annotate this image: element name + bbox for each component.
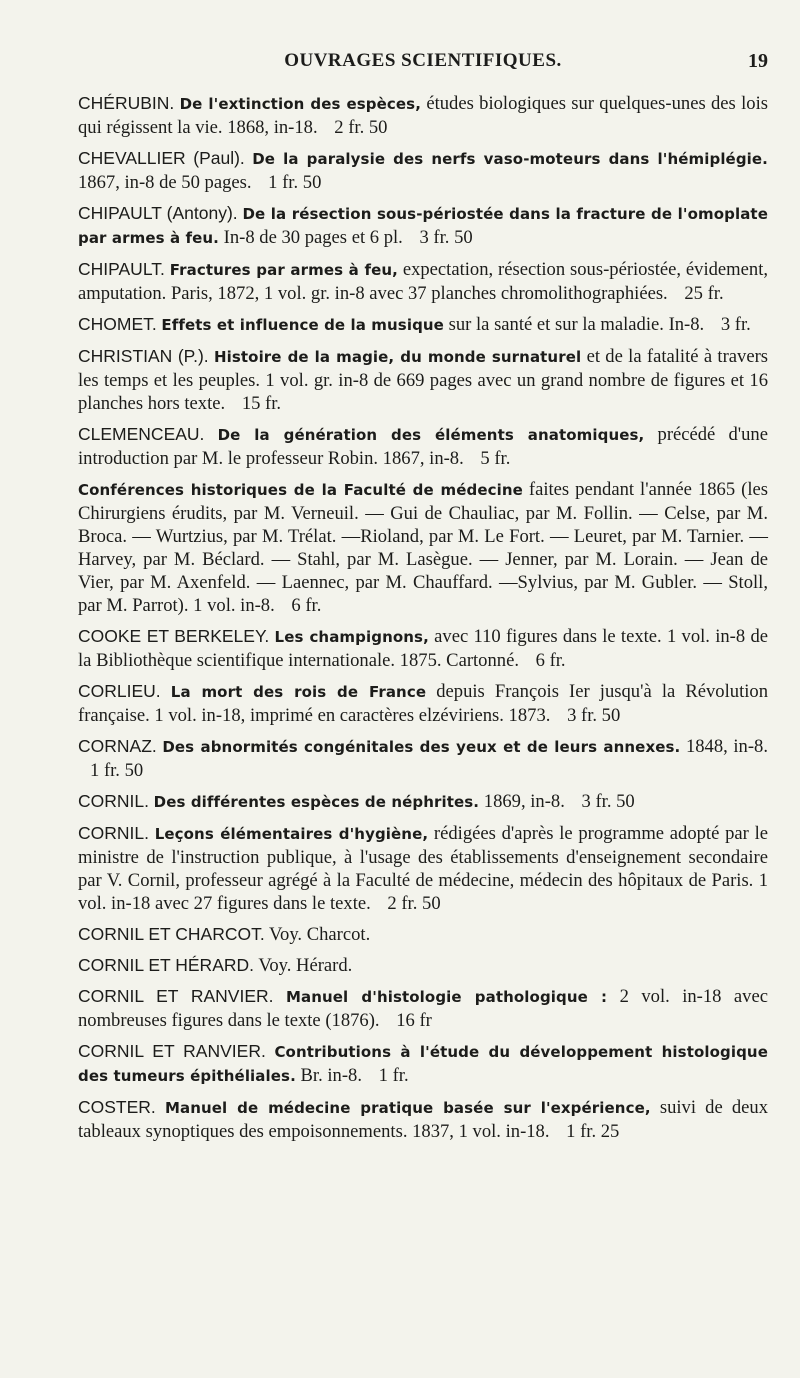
- entry-author: CHIPAULT (Antony).: [78, 203, 238, 223]
- entry-price: 3 fr. 50: [581, 791, 635, 812]
- entry-text: et de la fatalité à travers les temps et les peuples. 1 vol. gr. in-8 de 669 pages avec un grand nombre de figures et 16 planches hors texte.: [78, 346, 769, 414]
- entry-author: COSTER.: [78, 1097, 156, 1117]
- catalog-entry: [78, 313, 768, 337]
- entry-author: CLEMENCEAU.: [78, 424, 205, 444]
- entry-author: CHEVALLIER (Paul).: [78, 148, 245, 168]
- entry-text: 1869, in-8.: [483, 791, 565, 812]
- catalog-entry: [78, 680, 768, 727]
- entry-title: Conférences historiques de la Faculté de médecine: [78, 481, 523, 499]
- entry-price: 5 fr.: [480, 448, 511, 469]
- catalog-entry: [78, 92, 768, 139]
- entry-price: 25 fr.: [684, 283, 724, 304]
- entry-price: 1 fr. 50: [268, 172, 322, 193]
- entry-text: depuis François Ier jusqu'à la Révolution française. 1 vol. in-18, imprimé en caractères elzéviriens. 1873.: [78, 681, 768, 726]
- entry-title: La mort des rois de France: [170, 683, 427, 701]
- entry-title: Effets et influence de la musique: [161, 316, 444, 334]
- entry-price: 6 fr.: [535, 650, 566, 671]
- catalog-entry: [78, 1040, 768, 1088]
- entry-author: CHOMET.: [78, 314, 157, 334]
- entry-author: CORNIL ET RANVIER.: [78, 986, 274, 1006]
- catalog-entry: [78, 790, 768, 814]
- entry-author: CHIPAULT.: [78, 259, 165, 279]
- catalog-entry: [78, 923, 768, 946]
- entry-author: CORLIEU.: [78, 681, 161, 701]
- page-header: [78, 50, 768, 92]
- entry-text: faites pendant l'année 1865 (les Chirurgiens érudits, par M. Verneuil. — Gui de Chauliac, par M. Follin. — Celse, par M. Broca. — Wurtzius, par M. Trélat. —Rioland, par M. Le Fort. — Leuret, par M. Tarnier. — Harvey, par M. Béclard. — Stahl, par M. Lasègue. — Jenner, par M. Lorain. — Jean de Vier, par M. Axenfeld. — Laennec, par M. Chauffard. —Sylvius, par M. Gubler. — Stoll, par M. Parrot). 1 vol. in-8.: [78, 479, 768, 616]
- catalog-entry: [78, 822, 768, 915]
- entry-text: sur la santé et sur la maladie. In-8.: [448, 314, 705, 335]
- entry-title: De la paralysie des nerfs vaso-moteurs dans l'hémiplégie.: [252, 150, 768, 168]
- entry-price: 16 fr: [396, 1010, 432, 1031]
- catalog-entry: [78, 345, 768, 415]
- entry-price: 3 fr. 50: [419, 227, 473, 248]
- entry-text: 2 vol. in-18 avec nombreuses figures dans le texte (1876).: [78, 986, 768, 1031]
- catalog-entry: [78, 147, 768, 194]
- entry-price: 3 fr. 50: [567, 705, 621, 726]
- entry-price: 1 fr. 25: [566, 1121, 620, 1142]
- page-number: 19: [748, 50, 768, 72]
- entry-title: Les champignons,: [274, 628, 429, 646]
- catalog-entry: [78, 202, 768, 250]
- entry-author: CORNIL ET RANVIER.: [78, 1041, 266, 1061]
- entry-title: Manuel de médecine pratique basée sur l'expérience,: [164, 1099, 651, 1117]
- entry-price: 3 fr.: [720, 314, 751, 335]
- entry-text: Voy. Charcot.: [269, 924, 371, 945]
- entry-title: De la résection sous-périostée dans la fracture de l'omoplate par armes à feu.: [78, 205, 768, 247]
- entry-price: 6 fr.: [291, 595, 322, 616]
- entry-title: Contributions à l'étude du développement histologique des tumeurs épithéliales.: [78, 1043, 768, 1085]
- entry-title: Histoire de la magie, du monde surnaturel: [213, 348, 582, 366]
- entry-title: Des abnormités congénitales des yeux et de leurs annexes.: [162, 738, 681, 756]
- entry-author: CORNIL.: [78, 823, 149, 843]
- entry-price: 2 fr. 50: [334, 117, 388, 138]
- entry-price: 2 fr. 50: [387, 893, 441, 914]
- catalog-entry: [78, 954, 768, 977]
- entry-text: In-8 de 30 pages et 6 pl.: [223, 227, 403, 248]
- entry-author: CORNAZ.: [78, 736, 157, 756]
- entry-title: Des différentes espèces de néphrites.: [153, 793, 480, 811]
- entry-author: CORNIL ET CHARCOT.: [78, 924, 265, 944]
- catalog-entry: [78, 735, 768, 782]
- entry-text: suivi de deux tableaux synoptiques des empoisonnements. 1837, 1 vol. in-18.: [78, 1097, 769, 1142]
- entry-text: études biologiques sur quelques-unes des lois qui régissent la vie. 1868, in-18.: [78, 93, 768, 138]
- entry-author: CHRISTIAN (P.).: [78, 346, 209, 366]
- catalog-entry: [78, 625, 768, 672]
- entry-list: [78, 92, 768, 1143]
- catalog-entry: [78, 985, 768, 1032]
- entry-text: expectation, résection sous-périostée, évidement, amputation. Paris, 1872, 1 vol. gr. in-8 avec 37 planches chromolithographiées.: [78, 259, 769, 304]
- entry-author: CORNIL.: [78, 791, 149, 811]
- entry-text: rédigées d'après le programme adopté par le ministre de l'instruction publique, à l'usage des établissements d'enseignement secondaire par V. Cornil, professeur agrégé à la Faculté de médecine, médecin des hôpitaux de Paris. 1 vol. in-18 avec 27 figures dans le texte.: [78, 823, 768, 914]
- entry-text: 1867, in-8 de 50 pages.: [78, 172, 252, 193]
- catalog-page: [78, 0, 768, 1151]
- entry-text: Voy. Hérard.: [258, 955, 353, 976]
- catalog-entry: [78, 258, 768, 305]
- entry-price: 1 fr. 50: [90, 760, 144, 781]
- entry-author: COOKE ET BERKELEY.: [78, 626, 270, 646]
- entry-price: 15 fr.: [241, 393, 282, 414]
- catalog-entry: [78, 478, 768, 617]
- entry-author: CHÉRUBIN.: [78, 93, 175, 113]
- entry-text: Br. in-8.: [300, 1065, 362, 1086]
- entry-title: Leçons élémentaires d'hygiène,: [154, 825, 429, 843]
- entry-title: De l'extinction des espèces,: [179, 95, 422, 113]
- running-title: OUVRAGES SCIENTIFIQUES.: [284, 50, 562, 71]
- entry-title: Fractures par armes à feu,: [169, 261, 398, 279]
- entry-title: De la génération des éléments anatomiques,: [217, 426, 645, 444]
- entry-price: 1 fr.: [378, 1065, 409, 1086]
- entry-author: CORNIL ET HÉRARD.: [78, 955, 254, 975]
- entry-text: avec 110 figures dans le texte. 1 vol. in-8 de la Bibliothèque scientifique internationale. 1875. Cartonné.: [78, 626, 768, 671]
- entry-text: 1848, in-8.: [685, 736, 768, 757]
- entry-text: précédé d'une introduction par M. le professeur Robin. 1867, in-8.: [78, 424, 768, 469]
- catalog-entry: [78, 423, 768, 470]
- entry-title: Manuel d'histologie pathologique :: [285, 988, 608, 1006]
- catalog-entry: [78, 1096, 768, 1143]
